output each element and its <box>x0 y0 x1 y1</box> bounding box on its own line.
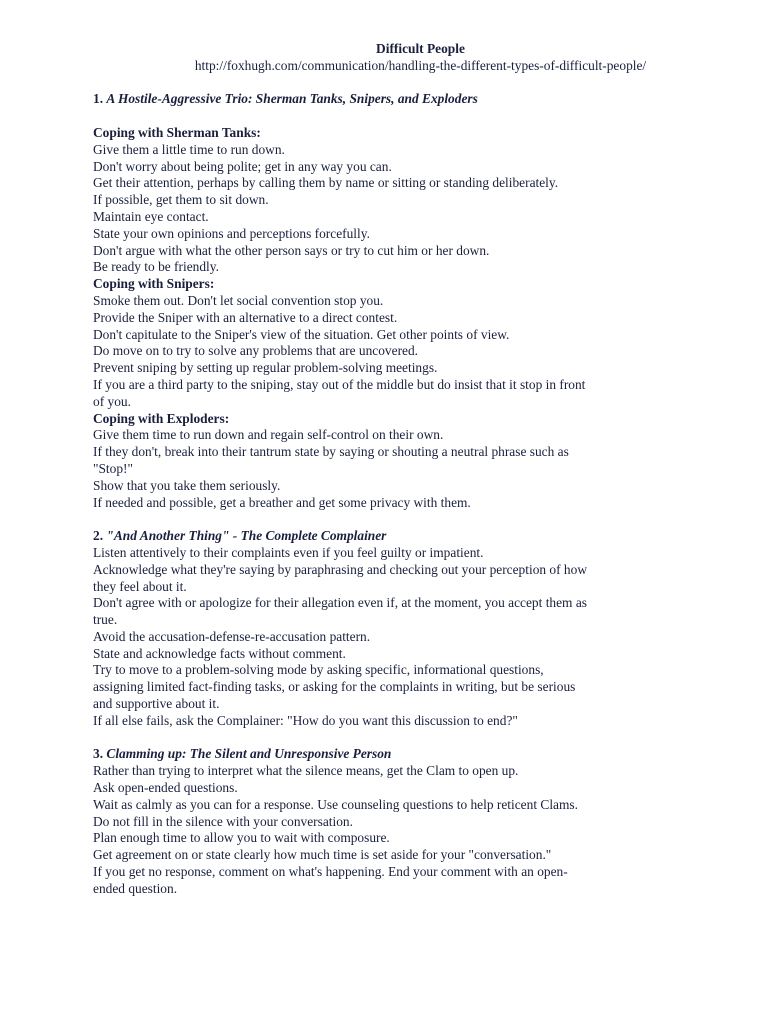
exploders-line: Give them time to run down and regain self-control on their own. <box>93 427 444 443</box>
snipers-line: Prevent sniping by setting up regular problem-solving meetings. <box>93 360 438 376</box>
tanks-line: If possible, get them to sit down. <box>93 192 269 208</box>
complainer-line: Don't agree with or apologize for their allegation even if, at the moment, you accept them as <box>93 595 587 611</box>
clam-line: Get agreement on or state clearly how much time is set aside for your "conversation." <box>93 847 552 863</box>
spacer <box>93 75 748 92</box>
clam-line: Plan enough time to allow you to wait with composure. <box>93 830 390 846</box>
section-3-heading <box>93 746 748 763</box>
complainer-line: assigning limited fact-finding tasks, or asking for the complaints in writing, but be serious <box>93 679 576 695</box>
section-1-number: 1. <box>93 91 104 107</box>
complainer-line: Avoid the accusation-defense-re-accusation pattern. <box>93 628 371 644</box>
tanks-heading: Coping with Sherman Tanks: <box>93 124 261 140</box>
section-2-heading <box>93 528 748 545</box>
clam-line: If you get no response, comment on what's happening. End your comment with an open- <box>93 864 568 880</box>
tanks-line: Don't argue with what the other person says or try to cut him or her down. <box>93 242 490 258</box>
exploders-line: Show that you take them seriously. <box>93 477 281 493</box>
complainer-line: Try to move to a problem-solving mode by asking specific, informational questions, <box>93 662 544 678</box>
section-1-heading <box>93 91 748 108</box>
complainer-line: If all else fails, ask the Complainer: "How do you want this discussion to end?" <box>93 712 518 728</box>
tanks-line: Maintain eye contact. <box>93 208 209 224</box>
section-2-title: "And Another Thing" - The Complete Complainer <box>106 528 387 544</box>
document-page <box>93 41 748 898</box>
complainer-line: true. <box>93 612 118 628</box>
complainer-line: and supportive about it. <box>93 696 220 712</box>
complainer-line: Acknowledge what they're saying by paraphrasing and checking out your perception of how <box>93 561 587 577</box>
complainer-line: Listen attentively to their complaints even if you feel guilty or impatient. <box>93 544 484 560</box>
exploders-line: If needed and possible, get a breather and get some privacy with them. <box>93 494 471 510</box>
snipers-heading: Coping with Snipers: <box>93 276 215 292</box>
section-3-number: 3. <box>93 746 104 762</box>
exploders-line: If they don't, break into their tantrum state by saying or shouting a neutral phrase such as <box>93 444 569 460</box>
tanks-line: Don't worry about being polite; get in any way you can. <box>93 158 392 174</box>
exploders-heading: Coping with Exploders: <box>93 410 230 426</box>
page-title: Difficult People <box>376 41 465 56</box>
snipers-line: Provide the Sniper with an alternative to a direct contest. <box>93 309 398 325</box>
exploders-line: "Stop!" <box>93 460 133 476</box>
tanks-line: Be ready to be friendly. <box>93 259 219 275</box>
spacer <box>93 730 748 747</box>
tanks-line: Get their attention, perhaps by calling them by name or sitting or standing deliberately. <box>93 175 559 191</box>
spacer <box>93 108 748 125</box>
snipers-line: Do move on to try to solve any problems that are uncovered. <box>93 343 419 359</box>
section-2-number: 2. <box>93 528 104 544</box>
complainer-line: they feel about it. <box>93 578 187 594</box>
clam-line: Ask open-ended questions. <box>93 780 238 796</box>
clam-line: Wait as calmly as you can for a response. Use counseling questions to help reticent Clams. <box>93 796 578 812</box>
clam-line: ended question. <box>93 880 178 896</box>
complainer-line: State and acknowledge facts without comment. <box>93 645 346 661</box>
section-3-title: Clamming up: The Silent and Unresponsive Person <box>106 746 392 762</box>
tanks-line: State your own opinions and perceptions forcefully. <box>93 225 370 241</box>
tanks-line: Give them a little time to run down. <box>93 141 285 157</box>
section-1-title: A Hostile-Aggressive Trio: Sherman Tanks, Snipers, and Exploders <box>106 91 478 107</box>
snipers-line: of you. <box>93 393 131 409</box>
snipers-line: If you are a third party to the sniping, stay out of the middle but do insist that it stop in front <box>93 376 586 392</box>
clam-line: Rather than trying to interpret what the silence means, get the Clam to open up. <box>93 763 519 779</box>
snipers-line: Don't capitulate to the Sniper's view of the situation. Get other points of view. <box>93 326 510 342</box>
spacer <box>93 511 748 528</box>
clam-line: Do not fill in the silence with your conversation. <box>93 813 353 829</box>
snipers-line: Smoke them out. Don't let social convention stop you. <box>93 292 384 308</box>
source-url: http://foxhugh.com/communication/handling-the-different-types-of-difficult-people/ <box>194 57 647 73</box>
